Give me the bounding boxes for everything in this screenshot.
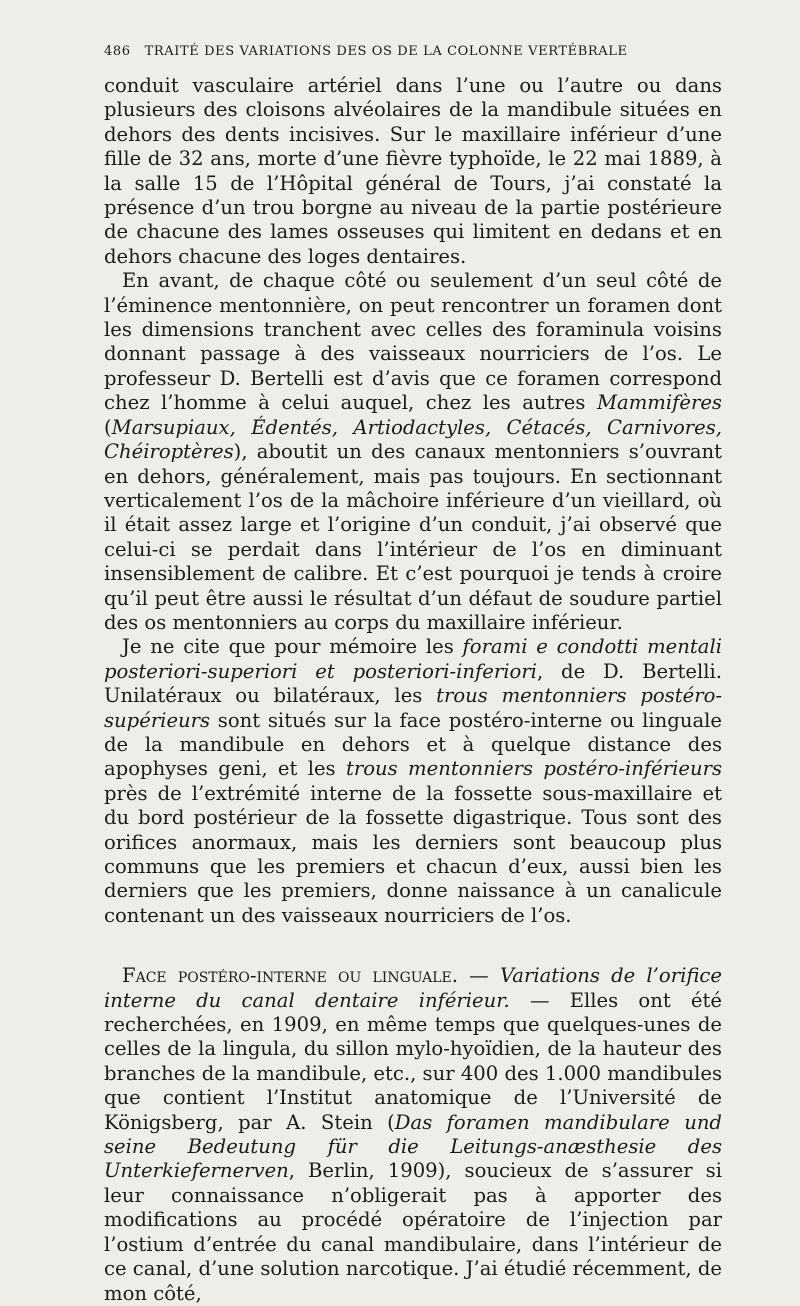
paragraph-3 [104,635,722,928]
p2-text-a: En avant, de chaque côté ou seulement d’un seul côté de l’éminence mentonnière, on peut rencontrer un foramen dont les dimensions tranchent avec celles des foraminula voisins donnant passage à des vaisseaux nourriciers de l’os. Le professeur D. Bertelli est d’avis que ce foramen correspond chez l’homme à celui auquel, chez les autres [104,269,722,415]
running-title: TRAITÉ DES VARIATIONS DES OS DE LA COLONNE VERTÉBRALE [144,44,628,59]
p3-italic-forami: forami e condotti mentali posteriori-superiori et posteriori-inferiori [104,635,722,683]
p3-italic-inferieurs: trous mentonniers postéro-inférieurs [345,757,722,781]
p2-italic-orders: Marsupiaux, Édentés, Artiodactyles, Cétacés, Carnivores, Chéiroptères [104,415,722,464]
page-number: 486 [104,44,131,59]
p4-text-a: — Elles ont été recherchées, en 1909, en même temps que quelques-unes de celles de la lingula, du sillon mylo-hyoïdien, de la hauteur des branches de la mandibule, etc., sur 400 des 1.000 mandibules que contient l’Institut anatomique de l’Université de Königsberg, par A. Stein ( [104,988,722,1134]
p2-italic-mammiferes: Mammifères [596,391,722,415]
paragraph-2 [104,269,722,635]
paragraph-1: conduit vasculaire artériel dans l’une ou l’autre ou dans plusieurs des cloisons alvéolaires de la mandibule situées en dehors des dents incisives. Sur le maxillaire inférieur d’une fille de 32 ans, morte d’une fièvre typhoïde, le 22 mai 1889, à la salle 15 de l’Hôpital général de Tours, j’ai constaté la présence d’un trou borgne au niveau de la partie postérieure de chacune des lames osseuses qui limitent en dedans et en dehors chacune des loges dentaires. [104,74,722,268]
p4-dash: — [457,964,500,988]
p2-text-c: ( [104,415,112,439]
p2-text-e: ), aboutit un des canaux mentonniers s’ouvrant en dehors, généralement, mais pas toujours. En sectionnant verticalement l’os de la mâchoire inférieure d’un vieillard, où il était assez large et l’origine d’un conduit, j’ai observé que celui-ci se perdait dans l’intérieur de l’os en diminuant insensiblement de calibre. Et c’est pourquoi je tends à croire qu’il peut être aussi le résultat d’un défaut de soudure partiel des os mentonniers au corps du maxillaire inférieur. [104,440,722,634]
running-header [104,44,724,59]
body-text [104,74,722,1306]
p3-italic-superieurs: trous mentonniers postéro-supérieurs [104,684,722,732]
paragraph-4 [104,964,722,1306]
p4-text-c: , Berlin, 1909), soucieux de s’assurer si leur connaissance n’obligerait pas à apporter des modifications au procédé opératoire de l’injection par l’ostium d’entrée du canal mandibulaire, dans l’intérieur de ce canal, d’une solution narcotique. J’ai étudié récemment, de mon côté, [104,1159,722,1305]
section-gap [104,928,722,964]
section-subheading: Variations de l’orifice interne du canal dentaire inférieur. [104,964,722,1012]
p3-text-g: près de l’extrémité interne de la fossette sous-maxillaire et du bord postérieur de la fossette digastrique. Tous sont des orifices anormaux, mais les derniers sont beaucoup plus communs que les premiers et chacun d’eux, aussi bien les derniers que les premiers, donne naissance à un canalicule contenant un des vaisseaux nourriciers de l’os. [104,781,722,927]
section-heading: Face postéro-interne ou linguale. [122,964,458,988]
p3-text-c: , de D. Bertelli. Unilatéraux ou bilatéraux, les [104,659,722,708]
p3-text-e: sont situés sur la face postéro-interne ou linguale de la mandibule en dehors et à quelque distance des apophyses geni, et les [104,708,722,781]
p4-italic-book-title: Das foramen mandibulare und seine Bedeutung für die Leitungs-anæsthesie des Unterkiefernerven [104,1110,722,1183]
p3-text-a: Je ne cite que pour mémoire les [122,635,463,659]
